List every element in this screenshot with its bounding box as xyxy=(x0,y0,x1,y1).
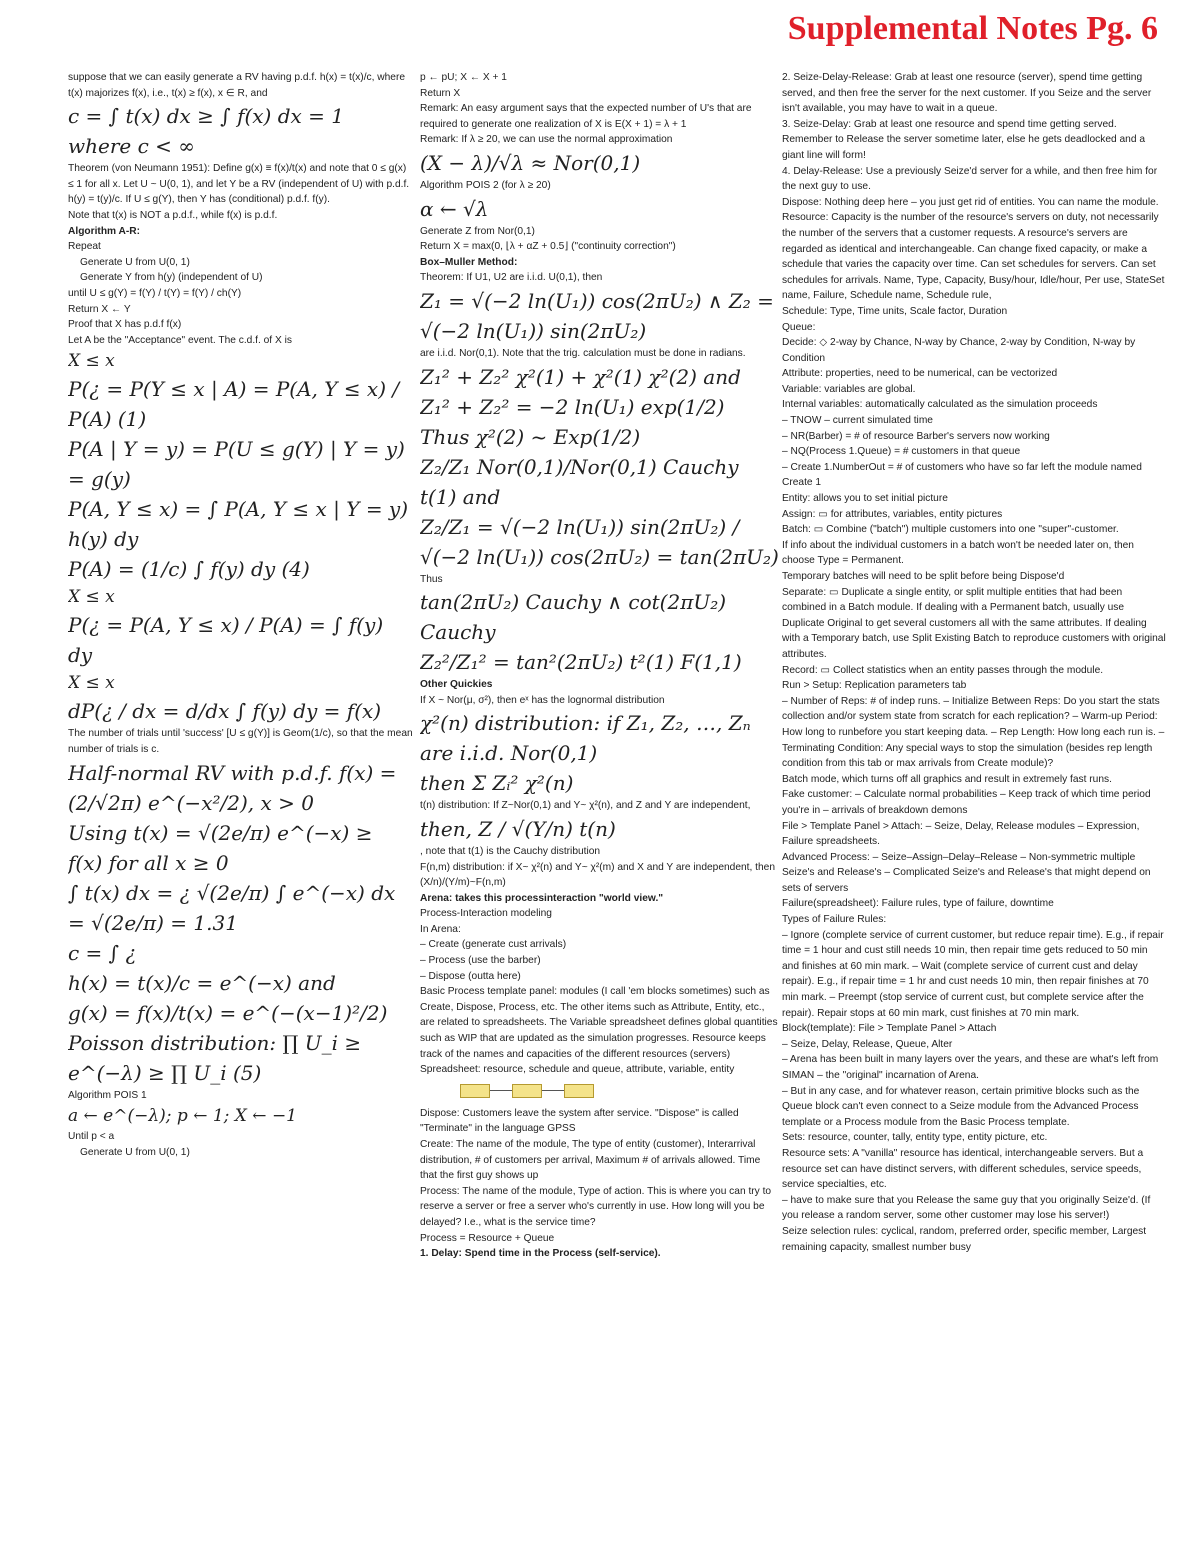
process-module-block xyxy=(512,1084,542,1098)
note-text: If info about the individual customers in a batch won't be needed later on, then choose Type = Permanent. xyxy=(782,539,1134,567)
note-text: Dispose: Nothing deep here – you just get rid of entities. You can name the module. xyxy=(782,196,1159,208)
note-text: Generate Z from Nor(0,1) xyxy=(420,225,535,237)
section-heading: Algorithm A-R: xyxy=(68,225,141,237)
note-text: 3. Seize-Delay: Grab at least one resource and spend time getting served. Remember to Release the server sometime later, else he gets deadlocked and a giant line will form! xyxy=(782,118,1145,161)
dispose-module-block xyxy=(564,1084,594,1098)
math-formula: Half-normal RV with p.d.f. f(x) = (2/√2π) e^(−x²/2), x > 0 xyxy=(68,760,397,815)
math-formula: Z₁² + Z₂² χ²(1) + χ²(1) χ²(2) and xyxy=(420,364,741,389)
algorithm-step: Generate U from U(0, 1) xyxy=(80,256,190,268)
math-formula: α ← √λ xyxy=(420,196,489,221)
note-text: suppose that we can easily generate a RV having p.d.f. h(x) = t(x)/c, where t(x) majorizes f(x), i.e., t(x) ≥ f(x), x ∈ R, and xyxy=(68,72,406,99)
note-text: – Seize, Delay, Release, Queue, Alter xyxy=(782,1038,953,1050)
column-right xyxy=(782,70,1167,1510)
note-text: Theorem (von Neumann 1951): Define g(x) ≡ f(x)/t(x) and note that 0 ≤ g(x) ≤ 1 for all x. Let U ~ U(0, 1), and let Y be a RV (independent of U) with p.d.f. h(y) = t(y)/c. If U ≤ g(Y), then Y has (conditional) p.d.f. f(y). xyxy=(68,163,410,206)
note-text: p ← pU; X ← X + 1 xyxy=(420,72,507,83)
note-text: 4. Delay-Release: Use a previously Seize'd server for a while, and then free him for the next guy to use. xyxy=(782,165,1158,193)
note-text: Return X ← Y xyxy=(68,303,131,315)
note-text: The number of trials until 'success' [U ≤ g(Y)] is Geom(1/c), so that the mean number of trials is c. xyxy=(68,728,413,755)
note-text: If X ~ Nor(μ, σ²), then eˣ has the lognormal distribution xyxy=(420,694,665,706)
math-formula: X ≤ x xyxy=(68,351,115,372)
note-text: Seize selection rules: cyclical, random, preferred order, specific member, Largest remaining capacity, smallest number busy xyxy=(782,1225,1147,1253)
math-formula: χ²(n) distribution: if Z₁, Z₂, …, Zₙ are i.i.d. Nor(0,1) xyxy=(420,711,751,766)
note-text: In Arena: xyxy=(420,923,461,935)
math-formula: Thus χ²(2) ~ Exp(1/2) xyxy=(420,424,641,449)
note-text: Entity: allows you to set initial picture xyxy=(782,493,948,505)
note-text: Thus xyxy=(420,573,443,585)
column-left xyxy=(68,70,413,1490)
algorithm-step: Generate U from U(0, 1) xyxy=(80,1146,190,1158)
math-formula: Z₂/Z₁ = √(−2 ln(U₁)) sin(2πU₂) / √(−2 ln(U₁)) cos(2πU₂) = tan(2πU₂) xyxy=(420,514,779,569)
note-text: Remark: An easy argument says that the expected number of U's that are required to generate one realization of X is E(X + 1) = λ + 1 xyxy=(420,103,752,130)
note-text: are i.i.d. Nor(0,1). Note that the trig. calculation must be done in radians. xyxy=(420,347,746,359)
note-text: – Dispose (outta here) xyxy=(420,970,521,982)
note-text: Dispose: Customers leave the system after service. "Dispose" is called "Terminate" in the language GPSS xyxy=(420,1107,739,1135)
note-text: Block(template): File > Template Panel > Attach xyxy=(782,1023,997,1035)
note-text: Spreadsheet: resource, schedule and queue, attribute, variable, entity xyxy=(420,1064,735,1076)
create-module-block xyxy=(460,1084,490,1098)
note-text: Decide: ◇ 2-way by Chance, N-way by Chance, 2-way by Condition, N-way by Condition xyxy=(782,337,1136,364)
note-text: Sets: resource, counter, tally, entity type, entity picture, etc. xyxy=(782,1132,1048,1144)
note-text: Internal variables: automatically calculated as the simulation proceeds xyxy=(782,399,1098,411)
math-formula: P(¿ = P(A, Y ≤ x) / P(A) = ∫ f(y) dy xyxy=(68,613,384,668)
math-formula: then, Z / √(Y/n) t(n) xyxy=(420,816,616,841)
note-text: Return X xyxy=(420,87,461,99)
math-formula: Z₂/Z₁ Nor(0,1)/Nor(0,1) Cauchy t(1) and xyxy=(420,454,739,509)
note-text: Until p < a xyxy=(68,1131,115,1143)
math-formula: then Σ Zᵢ² χ²(n) xyxy=(420,771,574,796)
column-middle xyxy=(420,70,780,1490)
math-formula: Z₁ = √(−2 ln(U₁)) cos(2πU₂) ∧ Z₂ = √(−2 ln(U₁)) sin(2πU₂) xyxy=(420,288,774,343)
math-formula: a ← e^(−λ); p ← 1; X ← −1 xyxy=(68,1106,298,1127)
note-text: Theorem: If U1, U2 are i.i.d. U(0,1), then xyxy=(420,272,603,284)
note-text: Process-Interaction modeling xyxy=(420,908,552,920)
create-process-dispose-diagram xyxy=(460,1084,780,1098)
section-heading: 1. Delay: Spend time in the Process (self-service). xyxy=(420,1248,661,1260)
note-text: Process: The name of the module, Type of action. This is where you can try to reserve a server or free a server who's currently in use. How long will you be delayed? I.e., what is the service time? xyxy=(420,1185,772,1228)
math-formula: c = ∫ ¿ xyxy=(68,940,137,965)
math-formula: (X − λ)/√λ ≈ Nor(0,1) xyxy=(420,150,641,175)
note-text: Remark: If λ ≥ 20, we can use the normal approximation xyxy=(420,134,673,146)
math-formula: Z₁² + Z₂² = −2 ln(U₁) exp(1/2) xyxy=(420,394,725,419)
note-text: Repeat xyxy=(68,241,101,253)
note-text: Queue: xyxy=(782,321,816,333)
note-text: Process = Resource + Queue xyxy=(420,1232,555,1244)
note-text: Assign: ▭ for attributes, variables, entity pictures xyxy=(782,508,1003,520)
connector-line xyxy=(490,1090,512,1091)
note-text: Proof that X has p.d.f f(x) xyxy=(68,319,182,331)
math-formula: P(A, Y ≤ x) = ∫ P(A, Y ≤ x | Y = y) h(y) dy xyxy=(68,497,409,552)
note-text: Batch: ▭ Combine ("batch") multiple customers into one "super"-customer. xyxy=(782,524,1119,536)
math-formula: Poisson distribution: ∏ U_i ≥ e^(−λ) ≥ ∏ U_i (5) xyxy=(68,1030,362,1085)
note-text: Advanced Process: – Seize–Assign–Delay–Release – Non-symmetric multiple Seize's and Release's – Complicated Seize's and Release's that might depend on sets of servers xyxy=(782,851,1151,894)
note-text: – NR(Barber) = # of resource Barber's servers now working xyxy=(782,430,1050,442)
note-text: Create: The name of the module, The type of entity (customer), Interarrival distribution, # of customers per arrival, Maximum # of arrivals allowed. Time that the first guy shows up xyxy=(420,1139,761,1182)
note-text: Algorithm POIS 1 xyxy=(68,1089,147,1101)
note-text: F(n,m) distribution: if X~ χ²(n) and Y~ χ²(m) and X and Y are independent, then (X/n)/(Y/m)~F(n,m) xyxy=(420,861,775,889)
math-formula: dP(¿ / dx = d/dx ∫ f(y) dy = f(x) xyxy=(68,699,382,724)
note-text: Run > Setup: Replication parameters tab xyxy=(782,680,967,692)
note-text: Basic Process template panel: modules (I call 'em blocks sometimes) such as Create, Dispose, Process, etc. The other items such as Attribute, Entity, etc., are related to spreadsheets. The Variable spreadsheet defines global quantities such as WIP that are updated as the simulation progresses. Resource keeps track of the names and capacities of the different resources (servers) xyxy=(420,986,778,1060)
note-text: Record: ▭ Collect statistics when an entity passes through the module. xyxy=(782,664,1104,676)
note-text: until U ≤ g(Y) = f(Y) / t(Y) = f(Y) / ch(Y) xyxy=(68,287,242,299)
section-heading: Arena: takes this processinteraction "world view." xyxy=(420,892,664,904)
section-heading: Other Quickies xyxy=(420,679,493,691)
section-heading: Box–Muller Method: xyxy=(420,256,518,268)
note-text: Resource sets: A "vanilla" resource has identical, interchangeable servers. But a resource set can have distinct servers, with different schedules, service speeds, service specialties, etc. xyxy=(782,1147,1144,1191)
algorithm-step: Generate Y from h(y) (independent of U) xyxy=(80,272,263,284)
note-text: File > Template Panel > Attach: – Seize, Delay, Release modules – Expression, Failure spreadsheets. xyxy=(782,820,1140,848)
note-text: – TNOW – current simulated time xyxy=(782,415,933,427)
math-formula: X ≤ x xyxy=(68,673,115,694)
note-text: Note that t(x) is NOT a p.d.f., while f(x) is p.d.f. xyxy=(68,209,278,221)
math-formula: P(A | Y = y) = P(U ≤ g(Y) | Y = y) = g(y) xyxy=(68,437,405,492)
note-text: – Number of Reps: # of indep runs. – Initialize Between Reps: Do you start the stats collection and/or system state from scratch for each replication? – Warm-up Period: How long to runbefore you start keeping data. – Rep Length: How long each run is. – Terminating Condition: Any special ways to stop the simulation (besides rep length condition from this tab or max arrivals from Create module)? xyxy=(782,695,1165,770)
note-text: – But in any case, and for whatever reason, certain primitive blocks such as the Queue block can't even connect to a Seize module from the Advanced Process template or a Process module from the Basic Process template. xyxy=(782,1085,1140,1128)
page-title: Supplemental Notes Pg. 6 xyxy=(787,10,1158,47)
math-formula: ∫ t(x) dx = ¿ √(2e/π) ∫ e^(−x) dx = √(2e/π) = 1.31 xyxy=(68,880,396,935)
note-text: , note that t(1) is the Cauchy distribution xyxy=(420,845,601,857)
note-text: Return X = max(0, ⌊λ + αZ + 0.5⌋ ("continuity correction") xyxy=(420,241,676,253)
note-text: – Arena has been built in many layers over the years, and these are what's left from SIMAN – the "original" incarnation of Arena. xyxy=(782,1054,1159,1081)
note-text: Schedule: Type, Time units, Scale factor, Duration xyxy=(782,305,1008,317)
math-formula: c = ∫ t(x) dx ≥ ∫ f(x) dx = 1 where c < ∞ xyxy=(68,104,344,159)
note-text: Failure(spreadsheet): Failure rules, type of failure, downtime xyxy=(782,898,1054,910)
note-text: – Create 1.NumberOut = # of customers who have so far left the module named Create 1 xyxy=(782,461,1142,489)
note-text: Algorithm POIS 2 (for λ ≥ 20) xyxy=(420,179,551,191)
math-formula: P(A) = (1/c) ∫ f(y) dy (4) xyxy=(68,557,310,582)
math-formula: g(x) = f(x)/t(x) = e^(−(x−1)²/2) xyxy=(68,1000,388,1025)
note-text: Let A be the "Acceptance" event. The c.d.f. of X is xyxy=(68,334,292,346)
note-text: Variable: variables are global. xyxy=(782,383,916,395)
note-text: Types of Failure Rules: xyxy=(782,914,887,926)
note-text: – Create (generate cust arrivals) xyxy=(420,939,567,951)
note-text: t(n) distribution: If Z~Nor(0,1) and Y~ χ²(n), and Z and Y are independent, xyxy=(420,800,751,812)
math-formula: tan(2πU₂) Cauchy ∧ cot(2πU₂) Cauchy xyxy=(420,590,727,645)
note-text: – Process (use the barber) xyxy=(420,955,541,967)
math-formula: h(x) = t(x)/c = e^(−x) and xyxy=(68,970,336,995)
note-text: Separate: ▭ Duplicate a single entity, or split multiple entities that had been combined in a Batch module. If dealing with a Permanent batch, usually use Duplicate Original to get several customers all with the same attributes. If dealing with a Temporary batch, use Split Existing Batch to reproduce customers with original attributes. xyxy=(782,586,1166,660)
note-text: Batch mode, which turns off all graphics and result in extremely fast runs. xyxy=(782,773,1112,785)
math-formula: Z₂²/Z₁² = tan²(2πU₂) t²(1) F(1,1) xyxy=(420,650,742,675)
note-text: – NQ(Process 1.Queue) = # customers in that queue xyxy=(782,446,1021,458)
note-text: Attribute: properties, need to be numerical, can be vectorized xyxy=(782,368,1058,380)
math-formula: X ≤ x xyxy=(68,587,115,608)
math-formula: P(¿ = P(Y ≤ x | A) = P(A, Y ≤ x) / P(A) (1) xyxy=(68,377,400,432)
note-text: Resource: Capacity is the number of the resource's servers on duty, not necessarily the number of the servers that a customer requests. A resource's servers are regarded as identical and interchangeable. Can change fixed capacity, or make a schedule that varies the capacity over time. Can set schedules for servers. Can set schedules for arrivals. Name, Type, Capacity, Busy/hour, Idle/hour, Per use, StateSet name, Failure, Schedule name, Schedule rule, xyxy=(782,212,1165,302)
connector-line xyxy=(542,1090,564,1091)
note-text: – have to make sure that you Release the same guy that you originally Seize'd. (If you release a random server, some other customer may lose his server!) xyxy=(782,1194,1151,1222)
note-text: 2. Seize-Delay-Release: Grab at least one resource (server), spend time getting served, and then free the server for the next customer. If you Seize and the server isn't available, you may have to wait in a queue. xyxy=(782,72,1152,115)
note-text: Temporary batches will need to be split before being Dispose'd xyxy=(782,571,1065,582)
note-text: – Ignore (complete service of current customer, but reduce repair time). E.g., if repair time = 1 hour and cust still needs 10 min, then repair time gets reduced to 50 min and finishes at 60 min mark. – Wait (complete service of current cust and delay repair). E.g., if repair time = 1 hr and cust needs 10 min, then repair finishes at 70 min mark. – Preempt (stop service of current cust, but complete service after the repair). Repair stops at 60 min mark, cust finishes at 70 min mark. xyxy=(782,929,1164,1019)
math-formula: Using t(x) = √(2e/π) e^(−x) ≥ f(x) for all x ≥ 0 xyxy=(68,820,373,875)
note-text: Fake customer: – Calculate normal probabilities – Keep track of which time period you're in – arrivals of breakdown demons xyxy=(782,789,1151,816)
